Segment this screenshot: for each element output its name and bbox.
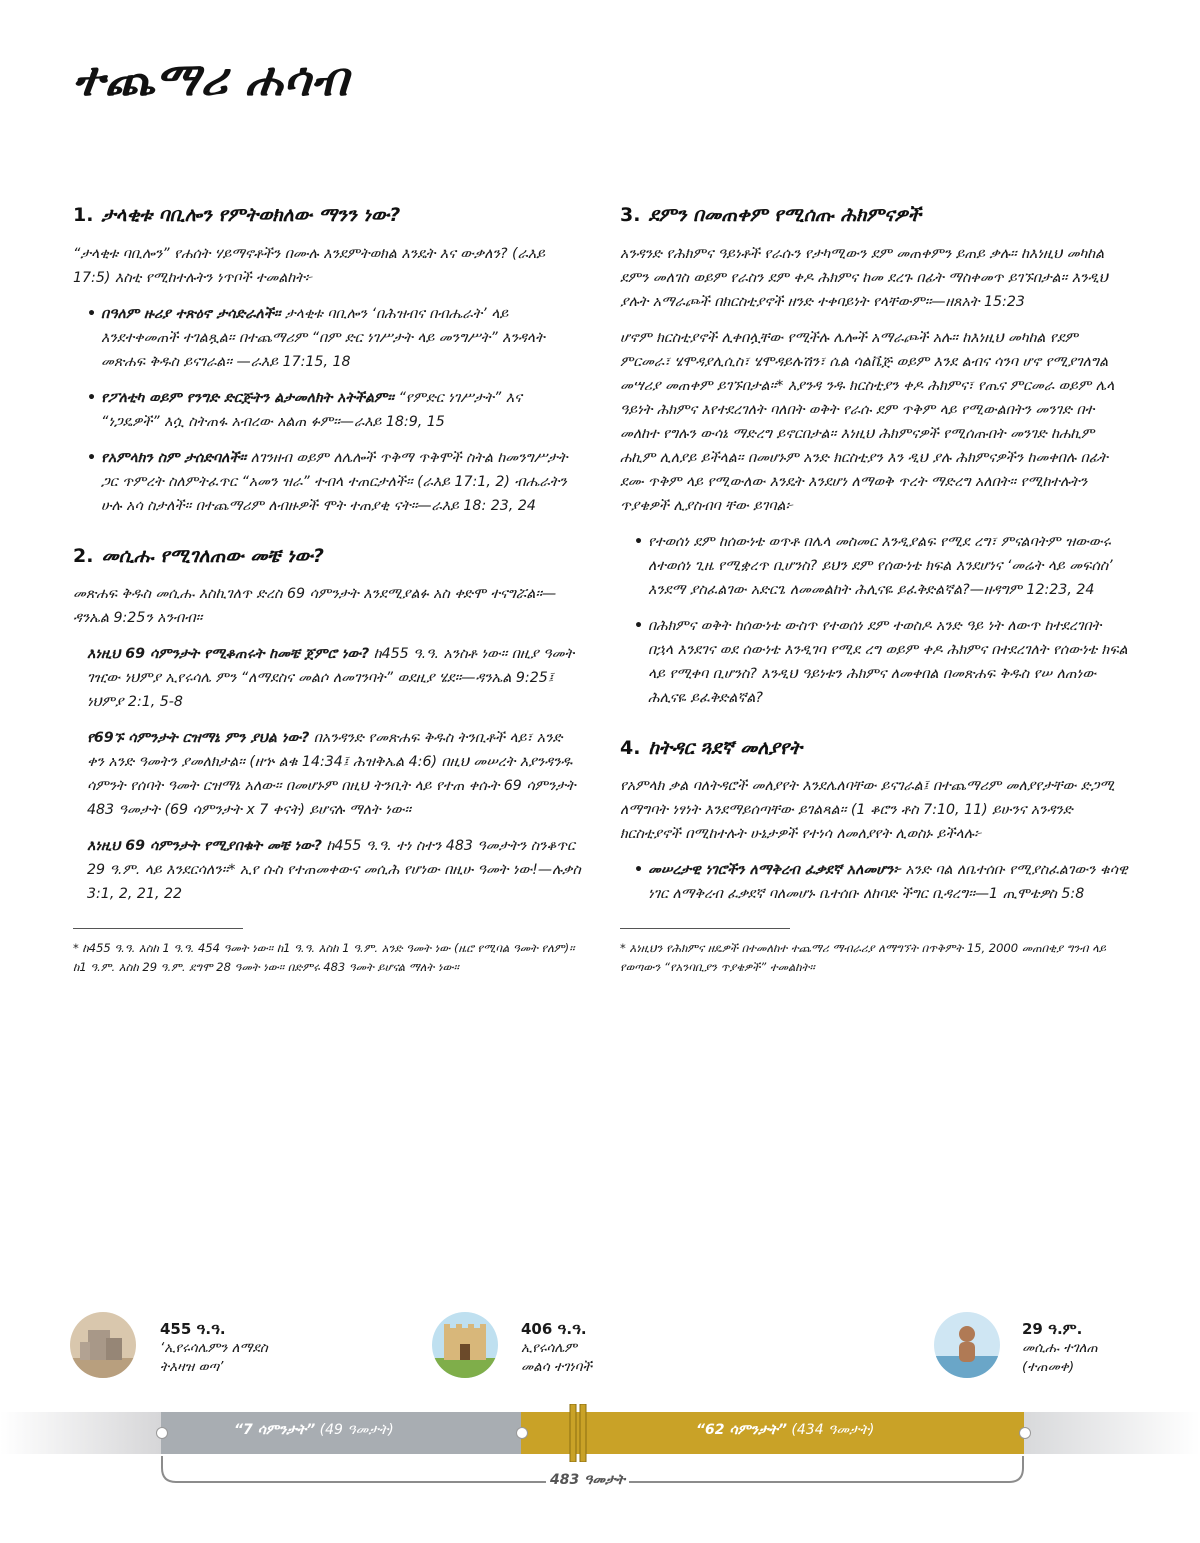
page-title: ተጨማሪ ሐሳብ: [73, 52, 350, 106]
section-babylon: [73, 203, 583, 518]
band-label-bold: “7 ሳምንታት”: [234, 1422, 316, 1438]
event-year: 406 ዓ.ዓ.: [521, 1320, 587, 1338]
section-title: ከትዳር ጓደኛ መለያየት: [648, 736, 802, 759]
section-intro: የአምላክ ቃል ባለትዳሮች መለያየት እንደሌለባቸው ይናገራል፤ በተጨማሪም መለያየታቸው ድጋሚ ለማግባት ነፃነት እንደማይሰጣቸው ይገልጻል። (1 ቆሮን ቶስ 7:10, 11) ይሁንና አንዳንድ ክርስቲያኖች በሚከተሉት ሁኔታዎች የተነሳ ለመለያየት ሊወስኑ ይችላሉ፦: [620, 778, 1115, 843]
timeline-event: [160, 1320, 268, 1377]
event-text: ኢየሩሳሌም: [521, 1340, 577, 1356]
bullet-text: ለገንዘብ ወይም ለሌሎች ጥቅማ ጥቅሞች ስትል ከመንግሥታት ጋር ጥምረት ስለምትፈጥር “አመን ዝራ” ተብላ ተጠርታለች። (ራእይ 17:1, 2) ብሔራትን ሁሉ አሳ ስታለች። በተጨማሪም ለብዙዎች ሞት ተጠያቂ ናት።—ራእይ 18: 23, 24: [101, 449, 568, 514]
band-label-rest: (49 ዓመታት): [315, 1422, 394, 1438]
qa-item: [87, 726, 583, 822]
timeline-marker: [1019, 1427, 1031, 1439]
rebuilt-city-icon: [432, 1312, 498, 1378]
section-number: 2.: [73, 544, 94, 567]
section-blood: [620, 203, 1130, 710]
section-separation: [620, 736, 1130, 978]
band-label-rest: (434 ዓመታት): [786, 1422, 875, 1438]
bullet-text: ታላቂቱ ባቢሎን ‘በሕዝብና በብሔራት’ ላይ እንደተቀመጠች ተገልጿል። በተጨማሪም “በም ድር ነገሥታት ላይ መንግሥት” እንዳላት መጽሐፍ ቅዱስ ይናገራል። —ራእይ 17:15, 18: [101, 305, 545, 370]
section-intro: መጽሐፍ ቅዱስ መሲሑ እስኪገለጥ ድረስ 69 ሳምንታት እንደሚያልፉ አስ ቀድሞ ተናግሯል።—ዳንኤል 9:25ን አንብብ።: [73, 586, 557, 627]
answer: ከ455 ዓ.ዓ. አንስቶ ነው። በዚያ ዓመት ገዢው ነህምያ ኢየሩሳሌ ምን “ለማደስና መልሶ ለመገንባት” ወደዚያ ሄደ።—ዳንኤል 9:25፤ ነህምያ 2:1, 5-8: [87, 646, 575, 711]
question: እነዚህ 69 ሳምንታት የሚያበቁት መቼ ነው?: [87, 838, 323, 855]
answer: ከ455 ዓ.ዓ. ተነ ስተን 483 ዓመታትን ስንቆጥር 29 ዓ.ም. ላይ እንደርሳለን።* ኢየ ሱስ የተጠመቀውና መሲሕ የሆነው በዚሁ ዓመት ነው!—ሉቃስ 3:1, 2, 21, 22: [87, 838, 581, 903]
section-heading: [73, 544, 583, 569]
qa-item: [87, 642, 583, 714]
bullet-lead: መሠረታዊ ነገሮችን ለማቅረብ ፈቃደኛ አለመሆን፦: [648, 862, 901, 879]
timeline-break-icon: [568, 1404, 588, 1462]
paragraph: ሆኖም ክርስቲያኖች ሊቀበሏቸው የሚችሉ ሌሎች አማራጮች አሉ። ከእነዚህ መካከል የደም ምርመራ፣ ሄሞዳያሊሲስ፣ ሄሞዳይሉሽን፣ ሴል ሳልቬጅ ወይም እንደ ልብና ሳንባ ሆኖ የሚያገለግል መሣሪያ መጠቀም ይገኙበታል።* እያንዳ ንዱ ክርስቲያን ቀዶ ሕክምና፣ የጤና ምርመራ ወይም ሌላ ዓይነት ሕክምና እየተደረገለት ባለበት ወቅት የራሱ ደም ጥቅም ላይ የሚውልበትን መንገድ በተ መለከተ የግሉን ውሳኔ ማድረግ ይኖርበታል። እነዚህ ሕክምናዎች የሚሰጡበት መንገድ ከሐኪም ሐኪም ሊለያይ ይችላል። በመሆኑም አንድ ክርስቲያን እን ዲህ ያሉ ሕክምናዎችን ከመቀበሉ በፊት ደሙ ጥቅም ላይ የሚውለው እንዴት እንደሆነ ለማወቅ ጥረት ማድረግ አለበት። የሚከተሉትን ጥያቄዎች ሊያስብባ ቸው ይገባል፦: [620, 329, 1115, 514]
timeline-fade-left: [0, 1412, 161, 1454]
event-text: ‘ኢየሩሳሌምን ለማደስ: [160, 1340, 268, 1356]
event-text: ትእዛዝ ወጣ’: [160, 1359, 224, 1375]
event-year: 455 ዓ.ዓ.: [160, 1320, 226, 1338]
event-year: 29 ዓ.ም.: [1022, 1320, 1083, 1338]
footnote: * እነዚህን የሕክምና ዘዴዎች በተመለከተ ተጨማሪ ማብራሪያ ለማግኘት በጥቅምት 15, 2000 መጠበቂያ ግንብ ላይ የወጣውን “የአንባቢያን ጥያቄዎች” ተመልከት።: [620, 941, 1106, 975]
section-number: 1.: [73, 204, 94, 226]
baptism-icon: [934, 1312, 1000, 1378]
timeline-event: [521, 1320, 592, 1377]
timeline-fade-right: [1024, 1412, 1200, 1454]
bullet-list: [634, 530, 1130, 710]
timeline-marker: [516, 1427, 528, 1439]
list-item: [87, 386, 583, 434]
right-column: [620, 203, 1130, 1003]
section-number: 4.: [620, 736, 641, 759]
list-item: [87, 302, 583, 374]
band-label-62-weeks: [696, 1422, 874, 1438]
footnote-divider: [620, 928, 790, 929]
section-title: ደምን በመጠቀም የሚሰጡ ሕክምናዎች: [648, 204, 922, 226]
bullet-list: [634, 858, 1130, 906]
question: የ69ኙ ሳምንታት ርዝማኔ ምን ያህል ነው?: [87, 730, 310, 747]
event-text: መልሳ ተገነባች: [521, 1359, 592, 1375]
bullet-text: “የምድር ነገሥታት” እና “ነጋዴዎች” እሷ ስትጠፋ አብረው አልጠ ፉም።—ራእይ 18:9, 15: [101, 389, 522, 430]
section-messiah: [73, 544, 583, 978]
paragraph: አንዳንድ የሕክምና ዓይነቶች የራሱን የታካሚውን ደም መጠቀምን ይጠይ ቃሉ። ከእነዚህ መካከል ደምን መለገስ ወይም የራስን ደም ቀዶ ሕክምና ከመ ደረጉ በፊት ማስቀመጥ ይገኙበታል። እንዲህ ያሉት አማራጮች በክርስቲያኖች ዘንድ ተቀባይነት የላቸውም።—ዘጸአት 15:23: [620, 245, 1108, 310]
bullet-lead: የፖለቲካ ወይም የንግድ ድርጅትን ልታመለክት አትችልም።: [101, 389, 394, 406]
list-item: [634, 858, 1130, 906]
bullet-lead: የአምላክን ስም ታሰድባለች።: [101, 449, 247, 466]
qa-item: [87, 834, 583, 906]
prophecy-timeline: [0, 1300, 1200, 1490]
section-heading: [620, 736, 1130, 761]
event-text: መሲሑ ተገለጠ: [1022, 1340, 1098, 1356]
total-years-label: 483 ዓመታት: [546, 1472, 629, 1488]
timeline-event: [1022, 1320, 1098, 1377]
section-title: መሲሑ የሚገለጠው መቼ ነው?: [101, 544, 324, 567]
answer: በአንዳንድ የመጽሐፍ ቅዱስ ትንቢቶች ላይ፣ አንድ ቀን አንድ ዓመትን ያመለክታል። (ዘኍ ልቁ 14:34፤ ሕዝቅኤል 4:6) በዚህ መሠረት እያንዳንዱ ሳምንት የሰባት ዓመት ርዝማኔ አለው። በመሆኑም በዚህ ትንቢት ላይ የተጠ ቀሱት 69 ሳምንታት 483 ዓመታት (69 ሳምንታት x 7 ቀናት) ይሆናሉ ማለት ነው።: [87, 730, 576, 819]
section-title: ታላቂቱ ባቢሎን የምትወክለው ማንን ነው?: [101, 204, 401, 226]
question: እነዚህ 69 ሳምንታት የሚቆጠሩት ከመቼ ጀምሮ ነው?: [87, 646, 370, 663]
section-heading: [620, 203, 1130, 228]
list-item: [87, 446, 583, 518]
footnote: * ከ455 ዓ.ዓ. እስከ 1 ዓ.ዓ. 454 ዓመት ነው። ከ1 ዓ.ዓ. እስከ 1 ዓ.ም. አንድ ዓመት ነው (ዜሮ የሚባል ዓመት የለም)። ከ1 ዓ.ም. እስከ 29 ዓ.ም. ደግሞ 28 ዓመት ነው። በድምሩ 483 ዓመት ይሆናል ማለት ነው።: [73, 941, 575, 975]
section-heading: [73, 203, 583, 228]
list-item: • በሕክምና ወቅት ከሰውነቴ ውስጥ የተወሰነ ደም ተወስዶ አንድ ዓይ ነት ለውጥ ከተደረገበት በኋላ እንደገና ወደ ሰውነቴ እንዲገባ የሚደ ረግ ወይም ቀዶ ሕክምና በተደረገለት የሰውነቴ ክፍል ላይ የሚቀባ ቢሆንስ? እንዲህ ዓይነቱን ሕክምና ለመቀበል በመጽሐፍ ቅዱስ የሠ ለጠነው ሕሊናዬ ይፈቅድልኛል?: [634, 614, 1130, 710]
bullet-text: አንድ ባል ለቤተሰቡ የሚያስፈልገውን ቁሳዊ ነገር ለማቅረብ ፈቃደኛ ባለመሆኑ ቤተሰቡ ለከባድ ችግር ቢዳረግ።—1 ጢሞቴዎስ 5:8: [648, 862, 1128, 903]
timeline-marker: [156, 1427, 168, 1439]
event-text: (ተጠመቀ): [1022, 1359, 1075, 1375]
bullet-list: [87, 302, 583, 518]
left-column: [73, 203, 583, 1003]
list-item: • የተወሰነ ደም ከሰውነቴ ወጥቶ በሌላ መስመር እንዲያልፍ የሚደ ረግ፣ ምናልባትም ዝውውሩ ለተወሰነ ጊዜ የሚቋረጥ ቢሆንስ? ይህን ደም የሰውነቴ ክፍል እንደሆነና ‘መሬት ላይ መፍሰስ’ እንደማ ያስፈልገው አድርጌ ለመመልከት ሕሊናዬ ይፈቅድልኛል?—ዘዳግም 12:23, 24: [634, 530, 1130, 602]
footnote-divider: [73, 928, 243, 929]
section-intro: “ታላቂቱ ባቢሎን” የሐሰት ሃይማኖቶችን በሙሉ እንደምትወክል እንዴት እና ውቃለን? (ራእይ 17:5) እስቲ የሚከተሉትን ነጥቦች ተመልከት፦: [73, 245, 545, 286]
bullet-lead: በዓለም ዙሪያ ተጽዕኖ ታሳድራለች።: [101, 305, 281, 322]
section-number: 3.: [620, 204, 641, 226]
band-label-bold: “62 ሳምንታት”: [696, 1422, 787, 1438]
band-label-7-weeks: [234, 1422, 394, 1438]
ruined-city-icon: [70, 1312, 136, 1378]
